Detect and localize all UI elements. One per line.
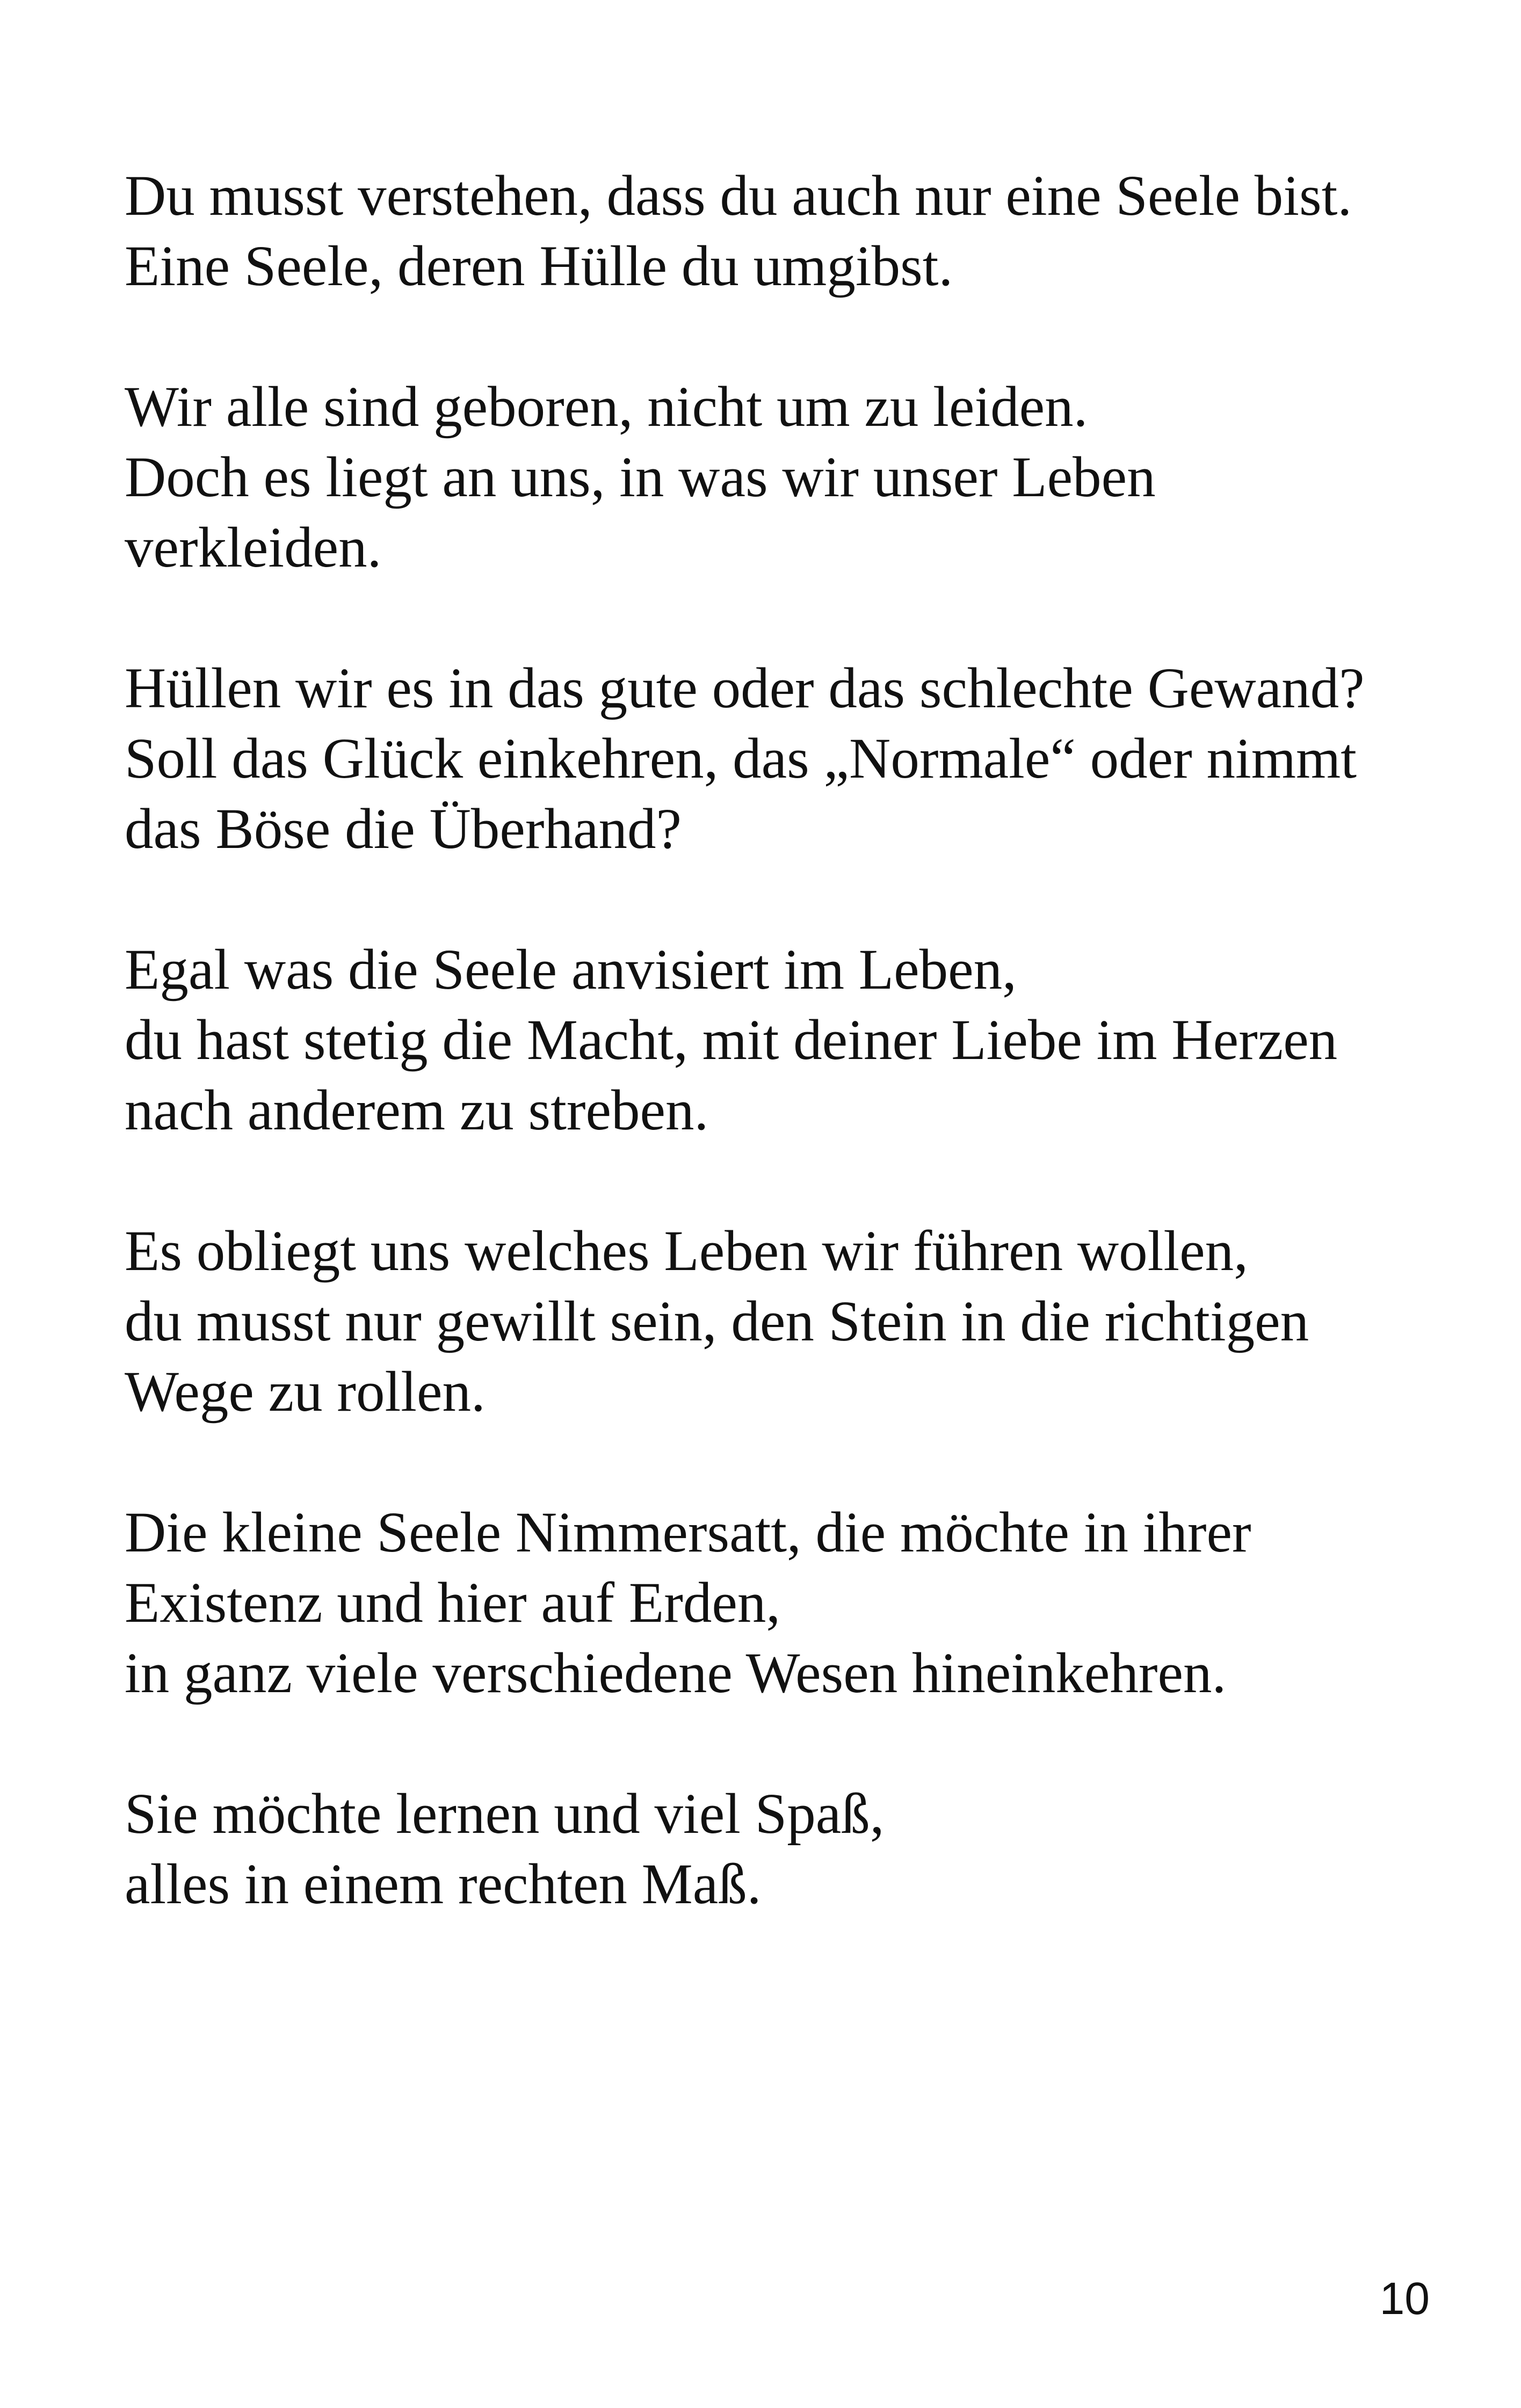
poem-line: Es obliegt uns welches Leben wir führen wollen, <box>125 1220 1248 1283</box>
poem-line: Doch es liegt an uns, in was wir unser Leben <box>125 446 1156 509</box>
poem-line: du hast stetig die Macht, mit deiner Liebe im Herzen <box>125 1009 1338 1072</box>
poem-line: in ganz viele verschiedene Wesen hineinkehren. <box>125 1642 1227 1705</box>
stanza-7 <box>125 1779 1457 1920</box>
poem-line: Wege zu rollen. <box>125 1360 486 1424</box>
stanza-3 <box>125 654 1457 865</box>
poem-line: Sie möchte lernen und viel Spaß, <box>125 1782 885 1846</box>
poem-line: Eine Seele, deren Hülle du umgibst. <box>125 235 953 298</box>
poem-line: verkleiden. <box>125 516 382 579</box>
poem-line: Egal was die Seele anvisiert im Leben, <box>125 938 1017 1002</box>
stanza-6 <box>125 1498 1457 1709</box>
stanza-4 <box>125 935 1457 1146</box>
poem-line: nach anderem zu streben. <box>125 1079 709 1142</box>
poem-line: Die kleine Seele Nimmersatt, die möchte in ihrer <box>125 1501 1251 1564</box>
poem-line: Wir alle sind geboren, nicht um zu leiden. <box>125 375 1088 439</box>
stanza-2 <box>125 372 1457 583</box>
poem-text <box>125 161 1457 1990</box>
page-number: 10 <box>1379 2273 1430 2324</box>
poem-line: du musst nur gewillt sein, den Stein in die richtigen <box>125 1290 1309 1353</box>
poem-line: Du musst verstehen, dass du auch nur eine Seele bist. <box>125 164 1352 228</box>
poem-line: Hüllen wir es in das gute oder das schlechte Gewand? <box>125 657 1365 720</box>
stanza-5 <box>125 1216 1457 1427</box>
poem-line: das Böse die Überhand? <box>125 797 682 861</box>
poem-line: Soll das Glück einkehren, das „Normale“ oder nimmt <box>125 727 1357 790</box>
stanza-1 <box>125 161 1457 302</box>
poem-line: Existenz und hier auf Erden, <box>125 1571 781 1635</box>
poem-line: alles in einem rechten Maß. <box>125 1853 762 1916</box>
